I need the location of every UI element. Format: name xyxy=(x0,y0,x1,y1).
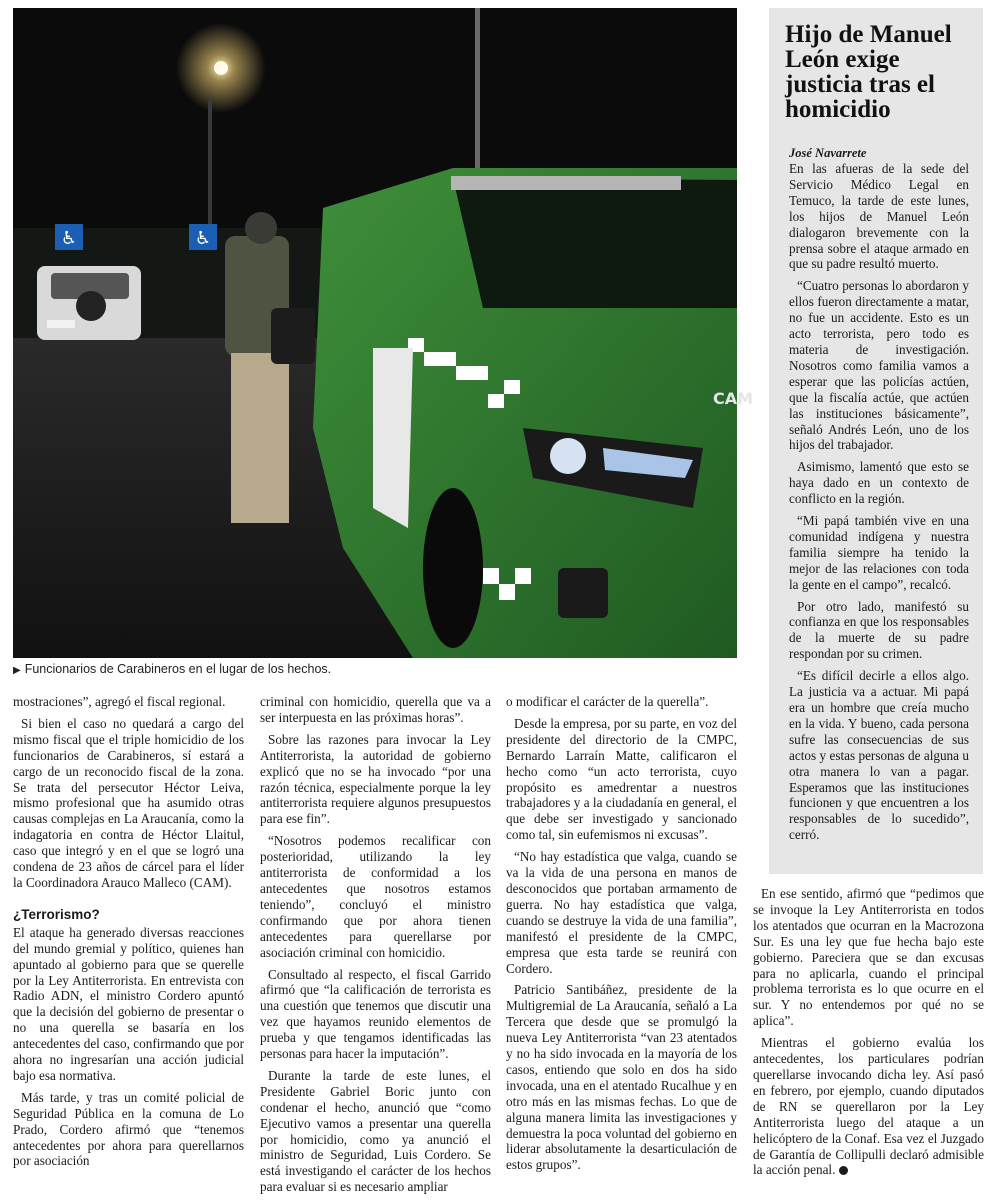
article-paragraph xyxy=(753,1035,984,1178)
article-paragraph: criminal con homicidio, querella que va a ser interpuesta en las próximas horas”. xyxy=(260,694,491,725)
article-paragraph: El ataque ha generado diversas reacciones del mundo gremial y político, quienes han apuntado al gobierno para que se querelle por la Ley Antiterrorista. En entrevista con Radio ADN, el ministro Cordero apuntó que la decisión del gobierno de presentar o no una querella se basaría en los antecedentes del caso, confirmando que por ahora no ingresarían una acción judicial bajo esa normativa. xyxy=(13,924,244,1083)
sidebar-author: José Navarrete xyxy=(789,146,867,160)
article-column-2 xyxy=(260,694,491,1201)
article-paragraph: Más tarde, y tras un comité policial de Seguridad Pública en la comuna de Lo Prado, Cordero afirmó que “tenemos antecedentes por ahora para querellarnos por asociación xyxy=(13,1089,244,1169)
svg-text:♿: ♿ xyxy=(194,228,212,249)
article-paragraph-text: Mientras el gobierno evalúa los antecedentes, los particulares podrían querellarse invocando dicha ley. Así pasó en febrero, por ejemplo, cuando diputados de RN se querellaron por la Ley Antiterrorista luego del ataque a un helicóptero de la Conaf. Esa vez el Juzgado de Garantía de Collipulli declaró admisible la acción penal. xyxy=(753,1035,984,1178)
sidebar-paragraph: En las afueras de la sede del Servicio Médico Legal en Temuco, la tarde de este lunes, los hijos de Manuel León dialogaron brevemente con la prensa sobre el ataque armado en que su padre resultó muerto. xyxy=(789,161,969,272)
article-paragraph: Durante la tarde de este lunes, el Presidente Gabriel Boric junto con condenar el hecho, anunció que “como Ejecutivo vamos a presentar una querella por homicidio, como ya anunció el ministro de Seguridad, Luis Cordero. Se está investigando el carácter de los hechos para evaluar si es necesario ampliar xyxy=(260,1067,491,1195)
sidebar-paragraph: “Cuatro personas lo abordaron y ellos fueron directamente a matar, no fue un accidente. Esto es un acto terrorista, pero todo es materia de investigación. Nosotros como familia vamos a esperar que las policías actúen, que la fiscalía actúe, que actúen las instituciones básicamente”, señaló Andrés León, uno de los hijos del trabajador. xyxy=(789,278,969,453)
article-paragraph: Sobre las razones para invocar la Ley Antiterrorista, la autoridad de gobierno explicó que no se ha invocado “por una razón técnica, especialmente porque la ley antiterrorista requiere algunos presupuestos para ese fin”. xyxy=(260,731,491,827)
article-column-3 xyxy=(506,694,737,1179)
sidebar-paragraph: “Mi papá también vive en una comunidad indígena y nuestra familia siempre ha tenido la mejor de las relaciones con toda la gente en el campo”, recalcó. xyxy=(789,513,969,592)
sidebar-paragraph: Por otro lado, manifestó su confianza en que los responsables de la muerte de su padre respondan por su crimen. xyxy=(789,598,969,662)
photo-caption xyxy=(13,662,737,676)
sidebar-paragraph: “Es difícil decirle a ellos algo. La justicia va a actuar. Mi papá era un hombre que creía mucho en la vida. Y bueno, cada persona sufre las consecuencias de sus actos y estas personas de alguna u otra manera lo van a pagar. Esperamos que las instituciones funcionen y que encuentren a los responsables de lo sucedido”, cerró. xyxy=(789,668,969,843)
end-of-article-icon xyxy=(839,1166,848,1175)
sidebar-body xyxy=(789,161,969,843)
carabineros-scene-illustration xyxy=(13,8,754,658)
article-column-1 xyxy=(13,694,244,1175)
article-paragraph: “Nosotros podemos recalificar con posterioridad, utilizando la ley antiterrorista de conformidad a los antecedentes que nosotros estamos teniendo”, concluyó el ministro confirmando que por ahora tienen antecedentes para querellarse por asociación criminal con homicidio. xyxy=(260,833,491,960)
article-paragraph: Si bien el caso no quedará a cargo del mismo fiscal que el triple homicidio de los funcionarios de Carabineros, sí estará a cargo de un reconocido fiscal de la zona. Se trata del persecutor Héctor Leiva, mismo profesional que ha asumido otras causas complejas en La Araucanía, como la indagatoria en contra de Héctor Llaitul, caso que integró y en el que se logró una condena de 23 años de cárcel para el líder la Coordinadora Arauco Malleco (CAM). xyxy=(13,715,244,890)
svg-text:♿: ♿ xyxy=(60,228,78,249)
article-paragraph: Patricio Santibáñez, presidente de la Multigremial de La Araucanía, señaló a La Tercera que desde que se promulgó la nueva Ley Antiterrorista “van 23 atentados y no ha sido invocada en la mayoría de los casos, entiendo que solo en dos ha sido invocada, una en el atentado Rucalhue y en otro más en las mismas fechas. Lo que de alguna manera limita las investigaciones y demuestra la poca voluntad del gobierno en liderar absolutamente la desarticulación de estos grupos”. xyxy=(506,982,737,1173)
article-paragraph: o modificar el carácter de la querella”. xyxy=(506,694,709,709)
article-subhead: ¿Terrorismo? xyxy=(13,906,100,922)
article-column-4 xyxy=(753,886,984,1184)
caption-marker-icon: ▶ xyxy=(13,665,21,676)
sidebar-paragraph: Asimismo, lamentó que esto se haya dado en un contexto de conflicto en la región. xyxy=(789,459,969,507)
sidebar-title: Hijo de Manuel León exige justicia tras el homicidio xyxy=(785,21,952,123)
news-photo xyxy=(13,8,754,658)
vehicle-label: CAM xyxy=(713,389,754,408)
article-paragraph: En ese sentido, afirmó que “pedimos que se invoque la Ley Antiterrorista en todos los atentados que ocurran en la Macrozona Sur. Es una ley que fue hecha bajo este gobierno. Pareciera que se dan excusas para no aplicarla, cuando el principal problema terrorista es lo que ocurre en el sur. Y no entendemos por qué no se aplica”. xyxy=(753,886,984,1029)
sidebar-box xyxy=(769,8,983,874)
article-paragraph: Desde la empresa, por su parte, en voz del presidente del directorio de la CMPC, Bernardo Larraín Matte, calificaron el hecho como “un acto terrorista, cuyo propósito es amedrentar a nuestros trabajadores y a la ciudadanía en general, el que debe ser investigado y sancionado como tal, sin eufemismos ni excusas”. xyxy=(506,715,737,843)
article-paragraph: “No hay estadística que valga, cuando se va la vida de una persona en manos de desconocidos que portaban armamento de guerra. No hay estadística que valga, cuando se destruye la vida de una familia”, manifestó el presidente de la CMPC, empresa que esta tarde se reunirá con Cordero. xyxy=(506,849,737,976)
article-paragraph: Consultado al respecto, el fiscal Garrido afirmó que “la calificación de terrorista es una cuestión que tenemos que discutir una vez que hayamos reunido elementos de prueba y que tengamos identificadas las personas para hacer la imputación”. xyxy=(260,966,491,1062)
caption-text: Funcionarios de Carabineros en el lugar de los hechos. xyxy=(24,662,332,676)
article-paragraph: mostraciones”, agregó el fiscal regional. xyxy=(13,694,226,709)
